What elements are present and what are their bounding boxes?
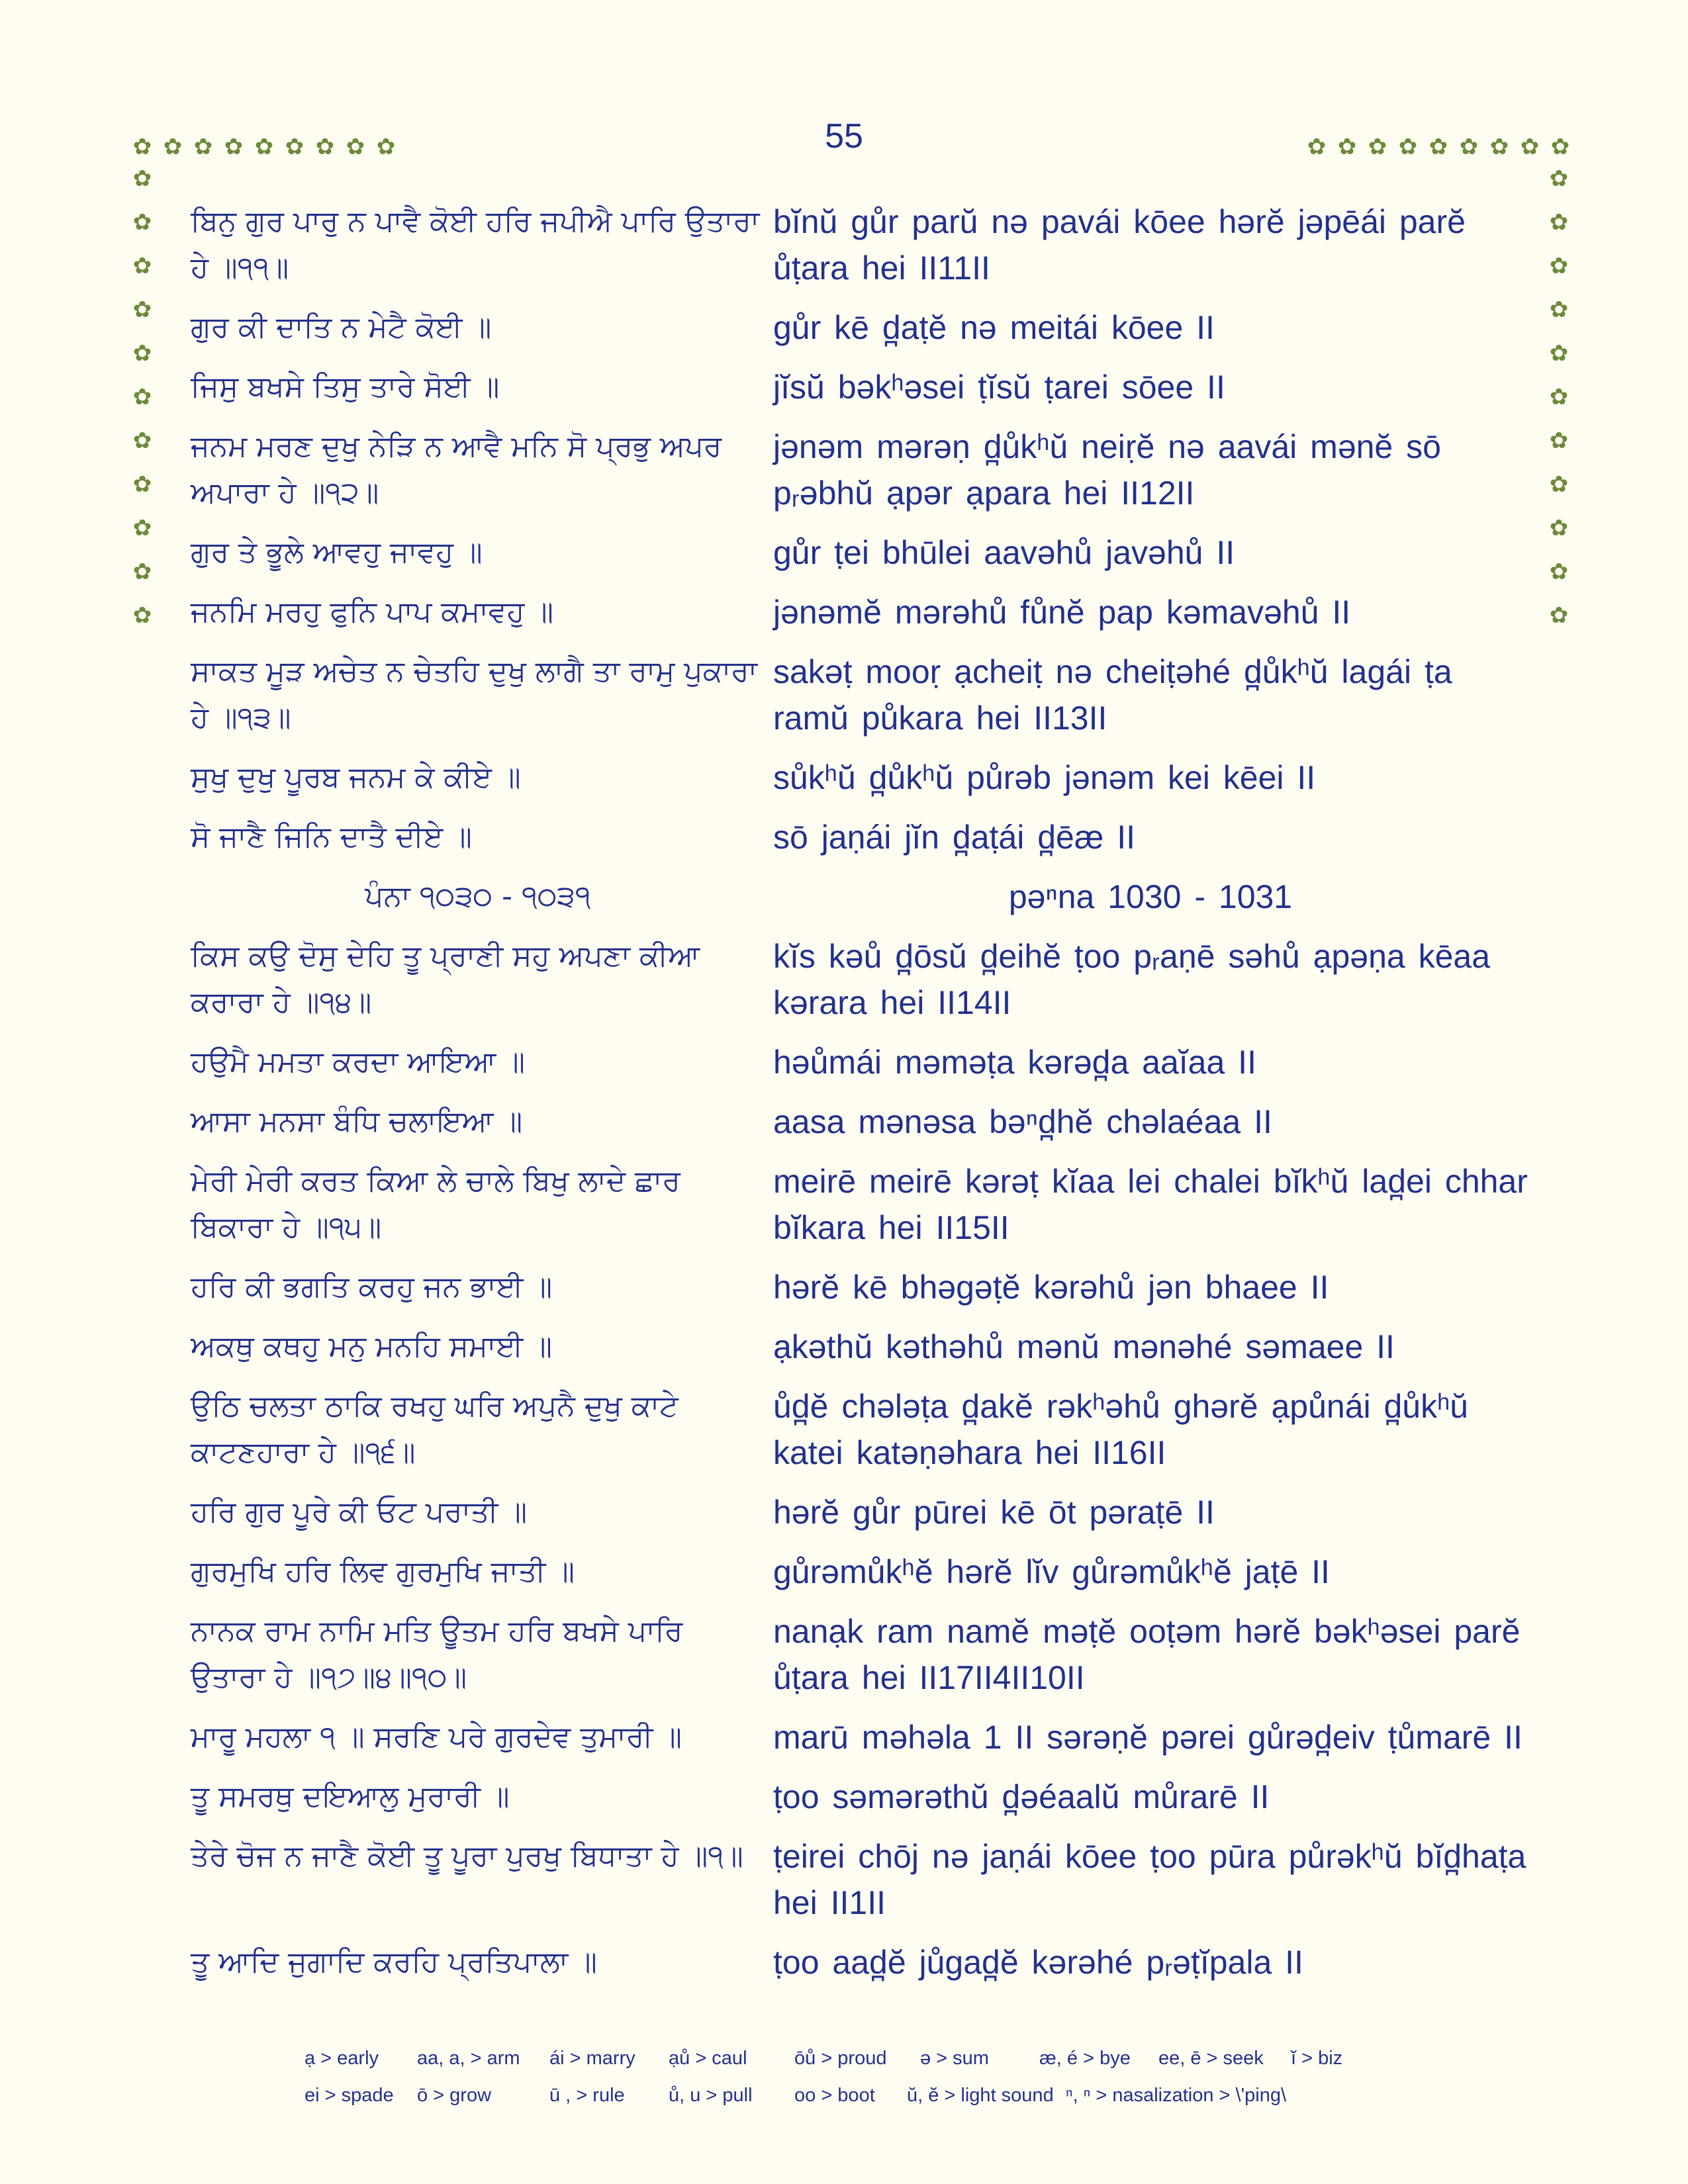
legend-item: ĭ > biz [1291,2047,1343,2069]
legend-row [305,2077,1496,2114]
gurmukhi-text: ਤੂ ਸਮਰਥੁ ਦਇਆਲੁ ਮੁਰਾਰੀ ॥ [191,1780,510,1813]
transliteration-text: ạkəthŭ kəthəhů mənŭ mənəhé səmaee II [773,1328,1395,1365]
flower-ornament-icon: ✿ [1549,296,1569,323]
flower-ornament-icon: ✿ [132,471,152,498]
transliteration-text: gůr ṭei bhūlei aavəhů javəhů II [773,534,1235,571]
flower-ornament-icon: ✿ [1489,134,1509,160]
transliteration-text: hərĕ kē bhəgəṭĕ kərəhů jən bhaee II [773,1269,1329,1306]
flower-ornament-icon: ✿ [1550,134,1570,160]
flower-ornament-icon: ✿ [132,165,152,192]
verse-row [191,1833,1528,1926]
flower-border-top-right [1305,132,1571,161]
verse-row [191,814,1528,860]
flower-ornament-icon: ✿ [1549,384,1569,410]
flower-ornament-icon: ✿ [132,253,152,279]
gurmukhi-text: ਤੂ ਆਦਿ ਜੁਗਾਦਿ ਕਰਹਿ ਪ੍ਰਤਿਪਾਲਾ ॥ [191,1945,597,1979]
flower-ornament-icon: ✿ [132,515,152,541]
flower-border-right [1548,164,1570,630]
gurmukhi-text: ਜਨਮਿ ਮਰਹੁ ਫੁਨਿ ਪਾਪ ਕਮਾਵਹੁ ॥ [191,595,554,629]
flower-ornament-icon: ✿ [1549,253,1569,279]
flower-ornament-icon: ✿ [1549,165,1569,192]
flower-ornament-icon: ✿ [1368,134,1387,160]
flower-ornament-icon: ✿ [163,134,183,160]
transliteration-text: sō jaṇái jĭn d̪aṭái d̪ēæ II [773,819,1135,856]
transliteration-text: ůd̪ĕ chələṭa d̪akĕ rəkʰəhů ghərĕ ạpůnái d̪ůkʰŭ katei katəṇəhara hei II16II [773,1388,1469,1471]
verse-row [191,754,1528,801]
flower-ornament-icon: ✿ [132,296,152,323]
legend-item: æ, é > bye [1039,2047,1131,2069]
legend-item: ei > spade [305,2084,394,2106]
gurmukhi-text: ਹਉਮੈ ਮਮਤਾ ਕਰਦਾ ਆਇਆ ॥ [191,1045,526,1079]
transliteration-text: aasa mənəsa bəⁿd̪hĕ chəlaéaa II [773,1103,1272,1140]
flower-ornament-icon: ✿ [254,134,274,160]
transliteration-text: kĭs kəů d̪ōsŭ d̪eihĕ ṭoo pᵣaṇē səhů ạpəṇa kēaa kərara hei II14II [773,938,1491,1021]
verse-row [191,1099,1528,1145]
transliteration-text: ṭeirei chōj nə jaṇái kōee ṭoo pūra půrəkʰŭ bĭd̪haṭa hei II1II [773,1838,1526,1921]
verse-row [191,364,1528,410]
gurmukhi-text: ਸੋ ਜਾਣੈ ਜਿਨਿ ਦਾਤੈ ਦੀਏ ॥ [191,820,472,854]
verse-row [191,1324,1528,1370]
flower-ornament-icon: ✿ [132,384,152,410]
legend-item: ů, u > pull [669,2084,753,2106]
transliteration-text: meirē meirē kərəṭ kĭaa lei chalei bĭkʰŭ lad̪ei chhar bĭkara hei II15II [773,1163,1528,1246]
verse-row [191,304,1528,351]
legend-item: ə > sum [920,2047,989,2069]
gurmukhi-text: ਗੁਰਮੁਖਿ ਹਰਿ ਲਿਵ ਗੁਰਮੁਖਿ ਜਾਤੀ ॥ [191,1555,575,1588]
gurmukhi-text: ਗੁਰ ਤੇ ਭੂਲੇ ਆਵਹੁ ਜਾਵਹੁ ॥ [191,535,483,569]
flower-border-top-left [131,132,397,161]
gurmukhi-text: ਪੰਨਾ ੧੦੩੦ - ੧੦੩੧ [365,880,591,913]
verse-row [191,424,1528,516]
flower-ornament-icon: ✿ [1549,428,1569,454]
transliteration-text: marū məhəla 1 II sərəṇĕ pərei gůrəd̪eiv ṭůmarē II [773,1719,1523,1756]
gurmukhi-text: ਮੇਰੀ ਮੇਰੀ ਕਰਤ ਕਿਆ ਲੇ ਚਾਲੇ ਬਿਖੁ ਲਾਦੇ ਛਾਰ ਬਿਕਾਰਾ ਹੇ ॥੧੫॥ [191,1164,680,1244]
flower-ornament-icon: ✿ [1549,209,1569,236]
flower-ornament-icon: ✿ [1549,602,1569,629]
verse-row [191,1264,1528,1310]
transliteration-text: gůr kē d̪aṭĕ nə meitái kōee II [773,309,1215,346]
verse-row [191,1774,1528,1820]
legend-item: ạů > caul [669,2047,747,2069]
flower-ornament-icon: ✿ [193,134,213,160]
transliteration-text: hərĕ gůr pūrei kē ōt pəraṭē II [773,1494,1215,1531]
transliteration-text: sůkʰŭ d̪ůkʰŭ půrəb jənəm kei kēei II [773,759,1316,796]
gurmukhi-text: ਕਿਸ ਕਉ ਦੋਸੁ ਦੇਹਿ ਤੂ ਪ੍ਰਾਣੀ ਸਹੁ ਅਪਣਾ ਕੀਆ ਕਰਾਰਾ ਹੇ ॥੧੪॥ [191,939,700,1019]
gurmukhi-text: ਤੇਰੇ ਚੋਜ ਨ ਜਾਣੈ ਕੋਈ ਤੂ ਪੂਰਾ ਪੁਰਖੁ ਬਿਧਾਤਾ ਹੇ ॥੧॥ [191,1839,743,1873]
gurmukhi-text: ਹਰਿ ਗੁਰ ਪੂਰੇ ਕੀ ਓਟ ਪਰਾਤੀ ॥ [191,1495,528,1529]
legend-item: ū , > rule [549,2084,625,2106]
flower-ornament-icon: ✿ [224,134,244,160]
gurmukhi-text: ਗੁਰ ਕੀ ਦਾਤਿ ਨ ਮੇਟੈ ਕੋਈ ॥ [191,310,492,344]
transliteration-text: nanạk ram namĕ məṭĕ ooṭəm hərĕ bəkʰəsei parĕ ůṭara hei II17II4II10II [773,1613,1521,1696]
verse-row [191,1608,1528,1701]
pronunciation-legend [305,2040,1496,2114]
legend-item: oo > boot [794,2084,875,2106]
gurmukhi-text: ਅਕਥੁ ਕਥਹੁ ਮਨੁ ਮਨਹਿ ਸਮਾਈ ॥ [191,1330,553,1363]
flower-ornament-icon: ✿ [132,209,152,236]
transliteration-text: bĭnŭ gůr parŭ nə pavái kōee hərĕ jəpēái parĕ ůṭara hei II11II [773,203,1466,287]
flower-ornament-icon: ✿ [1307,134,1327,160]
legend-row [305,2040,1496,2077]
gurmukhi-text: ਮਾਰੂ ਮਹਲਾ ੧ ॥ ਸਰਣਿ ਪਰੇ ਗੁਰਦੇਵ ਤੁਮਾਰੀ ॥ [191,1720,682,1754]
page-range-heading [191,874,1528,920]
legend-item: ạ > early [305,2047,379,2069]
verse-row [191,1158,1528,1251]
gurmukhi-text: ਸਾਕਤ ਮੂੜ ਅਚੇਤ ਨ ਚੇਤਹਿ ਦੁਖੁ ਲਾਗੈ ਤਾ ਰਾਮੁ ਪੁਕਾਰਾ ਹੇ ॥੧੩॥ [191,655,758,735]
flower-ornament-icon: ✿ [315,134,335,160]
flower-ornament-icon: ✿ [1337,134,1357,160]
flower-ornament-icon: ✿ [1549,471,1569,498]
legend-item: ŭ, ĕ > light sound [907,2084,1054,2106]
verse-row [191,1714,1528,1760]
transliteration-text: gůrəmůkʰĕ hərĕ lĭv gůrəmůkʰĕ jaṭē II [773,1553,1330,1590]
flower-ornament-icon: ✿ [1549,559,1569,585]
transliteration-text: pəⁿna 1030 - 1031 [1008,878,1293,915]
verse-row [191,529,1528,576]
verse-row [191,1549,1528,1595]
flower-ornament-icon: ✿ [376,134,396,160]
flower-border-left [131,164,154,630]
flower-ornament-icon: ✿ [132,428,152,454]
flower-ornament-icon: ✿ [285,134,305,160]
legend-item: ōů > proud [794,2047,887,2069]
transliteration-text: jənəmĕ mərəhů fůnĕ pap kəmavəhů II [773,594,1351,631]
gurmukhi-text: ਉਠਿ ਚਲਤਾ ਠਾਕਿ ਰਖਹੁ ਘਰਿ ਅਪੁਨੈ ਦੁਖੁ ਕਾਟੇ ਕਾਟਣਹਾਰਾ ਹੇ ॥੧੬॥ [191,1389,679,1469]
legend-item: ee, ē > seek [1158,2047,1264,2069]
flower-ornament-icon: ✿ [132,559,152,585]
verse-row [191,933,1528,1026]
verse-row [191,1383,1528,1476]
gurmukhi-text: ਬਿਨੁ ਗੁਰ ਪਾਰੁ ਨ ਪਾਵੈ ਕੋਈ ਹਰਿ ਜਪੀਐ ਪਾਰਿ ਉਤਾਰਾ ਹੇ ॥੧੧॥ [191,205,760,285]
gurmukhi-text: ਸੁਖੁ ਦੁਖੁ ਪੂਰਬ ਜਨਮ ਕੇ ਕੀਏ ॥ [191,760,521,794]
gurmukhi-text: ਹਰਿ ਕੀ ਭਗਤਿ ਕਰਹੁ ਜਨ ਭਾਈ ॥ [191,1270,553,1304]
transliteration-text: jənəm mərəṇ d̪ůkʰŭ neiṛĕ nə aavái mənĕ sō pᵣəbhŭ ạpər ạpara hei II12II [773,428,1441,512]
verse-row [191,1939,1528,1985]
verse-list [191,199,1528,1985]
verse-row [191,589,1528,635]
verse-row [191,199,1528,291]
legend-item: aa, a, > arm [417,2047,520,2069]
verse-row [191,649,1528,741]
transliteration-text: ṭoo aad̪ĕ jůgad̪ĕ kərəhé pᵣəṭĭpala II [773,1944,1303,1981]
flower-ornament-icon: ✿ [132,134,152,160]
flower-ornament-icon: ✿ [132,340,152,367]
transliteration-text: jĭsŭ bəkʰəsei ṭĭsŭ ṭarei sōee II [773,369,1225,406]
flower-ornament-icon: ✿ [1549,515,1569,541]
verse-row [191,1489,1528,1535]
legend-item: ⁿ, ⁿ > nasalization > \'ping\ [1066,2084,1287,2106]
flower-ornament-icon: ✿ [1520,134,1540,160]
transliteration-text: həůmái məməṭa kərəd̪a aaĭaa II [773,1044,1256,1081]
gurmukhi-text: ਆਸਾ ਮਨਸਾ ਬੰਧਿ ਚਲਾਇਆ ॥ [191,1105,523,1138]
flower-ornament-icon: ✿ [1398,134,1418,160]
flower-ornament-icon: ✿ [1549,340,1569,367]
legend-item: ái > marry [549,2047,635,2069]
verse-row [191,1039,1528,1085]
gurmukhi-text: ਨਾਨਕ ਰਾਮ ਨਾਮਿ ਮਤਿ ਊਤਮ ਹਰਿ ਬਖਸੇ ਪਾਰਿ ਉਤਾਰਾ ਹੇ ॥੧੭॥੪॥੧੦॥ [191,1614,683,1694]
page-number: 55 [825,117,863,156]
flower-ornament-icon: ✿ [1429,134,1448,160]
legend-item: ō > grow [417,2084,492,2106]
transliteration-text: sakəṭ mooṛ ạcheiṭ nə cheiṭəhé d̪ůkʰŭ lagái ṭa ramŭ půkara hei II13II [773,653,1452,737]
transliteration-text: ṭoo səmərəthŭ d̪əéaalŭ můrarē II [773,1778,1270,1815]
flower-ornament-icon: ✿ [346,134,365,160]
flower-ornament-icon: ✿ [1459,134,1479,160]
flower-ornament-icon: ✿ [132,602,152,629]
gurmukhi-text: ਜਿਸੁ ਬਖਸੇ ਤਿਸੁ ਤਾਰੇ ਸੋਈ ॥ [191,370,500,404]
gurmukhi-text: ਜਨਮ ਮਰਣ ਦੁਖੁ ਨੇੜਿ ਨ ਆਵੈ ਮਨਿ ਸੋ ਪ੍ਰਭੁ ਅਪਰ ਅਪਾਰਾ ਹੇ ॥੧੨॥ [191,430,722,510]
